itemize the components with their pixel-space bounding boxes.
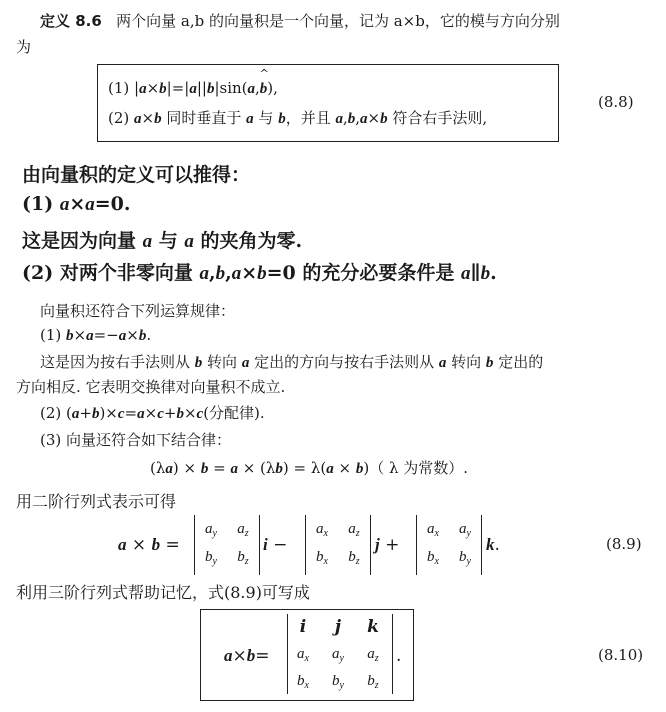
determinant2-lhs: a × b =: [118, 535, 180, 555]
m1-b-z: $b_z$: [237, 549, 249, 567]
m3-a-y: $a_y$: [459, 521, 471, 539]
definition-line-1-tail: 为: [16, 38, 32, 56]
m-b-y: $b_y$: [332, 673, 344, 691]
unit-j: j +: [375, 535, 400, 555]
equation-number-8-9: (8.9): [606, 535, 642, 553]
definition-text: 两个向量 a,b 的向量积是一个向量，记为 a×b，它的模与方向分别: [116, 12, 560, 30]
inference-item-2: (2) 对两个非零向量 a,b,a×b=0 的充分必要条件是 a∥b.: [22, 262, 497, 284]
equation-number-8-10: (8.10): [598, 646, 644, 664]
definition-box-item-1: (1) |a×b|=|a||b|sin( ^ a,b),: [108, 67, 278, 97]
equation-number-8-8: (8.8): [598, 93, 634, 111]
m3-b-x: $b_x$: [427, 549, 439, 567]
m-b-x: $b_x$: [297, 673, 309, 691]
determinant3-intro: 利用三阶行列式帮助记忆，式(8.9)可写成: [16, 583, 310, 602]
m1-a-z: $a_z$: [237, 521, 249, 539]
m1-a-y: $a_y$: [205, 521, 217, 539]
determinant2-intro: 用二阶行列式表示可得: [16, 492, 177, 511]
determinant3-tail: .: [396, 646, 402, 666]
rule-1-explain-line-2: 方向相反. 它表明交换律对向量积不成立.: [16, 378, 286, 396]
rule-1-explain-line-1: 这是因为按右手法则从 b 转向 a 定出的方向与按右手法则从 a 转向 b 定出的: [40, 353, 544, 371]
m-j: j: [334, 617, 342, 637]
rule-3-formula: (λa) × b = a × (λb) = λ(a × b)（ λ 为常数）.: [150, 459, 469, 477]
m2-a-z: $a_z$: [348, 521, 360, 539]
rules-intro: 向量积还符合下列运算规律：: [40, 302, 236, 320]
rule-3: (3) 向量还符合如下结合律：: [40, 431, 232, 449]
m2-a-x: $a_x$: [316, 521, 328, 539]
m-a-x: $a_x$: [297, 646, 309, 664]
m3-b-y: $b_y$: [459, 549, 471, 567]
inference-item-1-reason: 这是因为向量 a 与 a 的夹角为零.: [22, 230, 303, 252]
unit-i: i −: [263, 535, 288, 555]
m3-a-x: $a_x$: [427, 521, 439, 539]
inference-item-1: (1) a×a=0.: [22, 193, 131, 215]
definition-box-item-2: (2) a×b 同时垂直于 a 与 b，并且 a,b,a×b 符合右手法则,: [108, 109, 488, 127]
m2-b-z: $b_z$: [348, 549, 360, 567]
inference-heading: 由向量积的定义可以推得：: [22, 164, 251, 186]
definition-box: [97, 64, 559, 142]
m-a-z: $a_z$: [367, 646, 379, 664]
definition-label: 定义 8.6: [40, 12, 102, 30]
m2-b-x: $b_x$: [316, 549, 328, 567]
m1-b-y: $b_y$: [205, 549, 217, 567]
m-a-y: $a_y$: [332, 646, 344, 664]
m-i: i: [299, 617, 307, 637]
rule-1: (1) b×a=−a×b.: [40, 326, 152, 344]
unit-k: k.: [486, 535, 500, 555]
definition-line-1: [40, 10, 560, 31]
rule-2: (2) (a+b)×c=a×c+b×c(分配律).: [40, 404, 265, 422]
m-k: k: [367, 617, 379, 637]
determinant3-lhs: a×b=: [224, 646, 270, 666]
m-b-z: $b_z$: [367, 673, 379, 691]
